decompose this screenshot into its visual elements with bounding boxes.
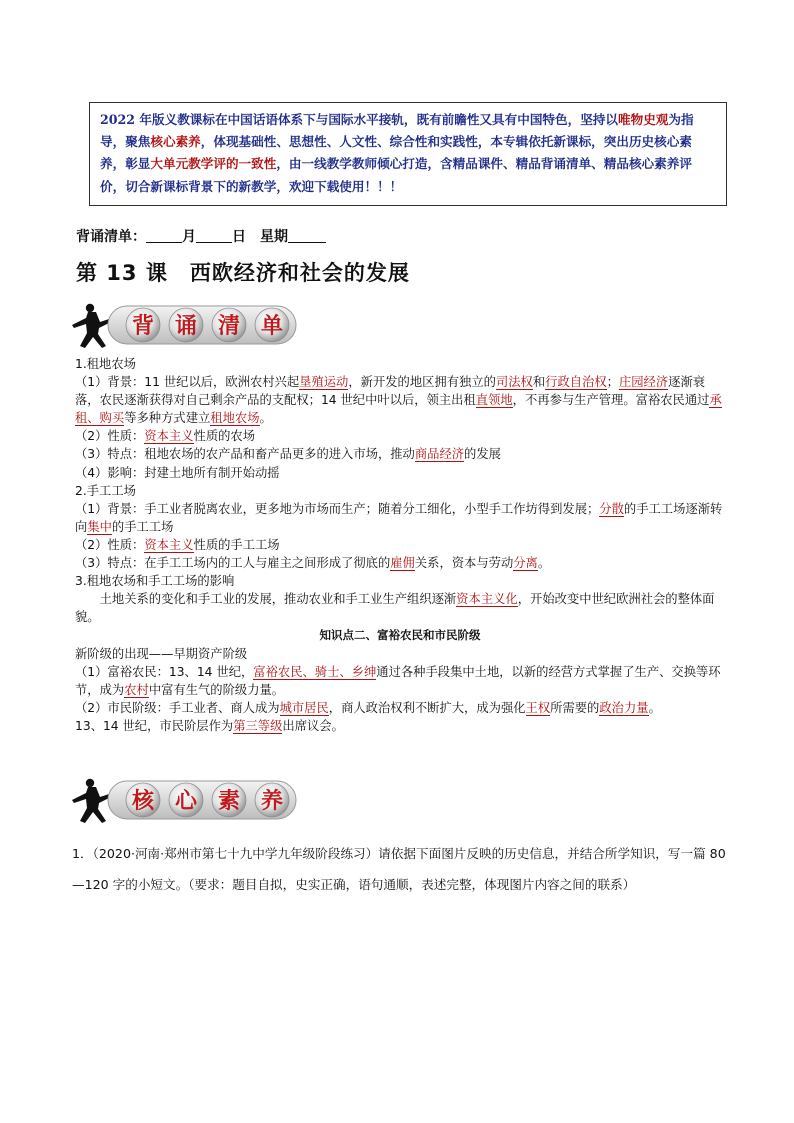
- keyword: 集中: [87, 519, 112, 534]
- banner-char: 清: [217, 314, 241, 339]
- date-line-label: 背诵清单：: [76, 229, 146, 245]
- keyword: 承租、购买: [75, 393, 722, 426]
- paragraph: （3）特点：在手工工场内的工人与雇主之间形成了彻底的雇佣关系，资本与劳动分离。: [75, 556, 551, 571]
- recitation-content: [75, 355, 725, 735]
- banner-char: 单: [260, 314, 284, 339]
- question-1: [72, 838, 726, 900]
- paragraph: 土地关系的变化和手工业的发展，推动农业和手工业生产组织逐渐资本主义化，开始改变中世纪欧洲社会的整体面貌。: [75, 592, 715, 625]
- kungfu-figure-icon: [72, 304, 113, 348]
- keyword: 雇佣: [390, 556, 415, 571]
- banner-char: 诵: [174, 314, 198, 339]
- intro-highlight: 核心素养: [150, 134, 201, 150]
- section-heading: 3.租地农场和手工工场的影响: [75, 574, 235, 589]
- keyword: 司法权: [495, 375, 533, 390]
- month-blank[interactable]: [146, 228, 182, 243]
- paragraph: （4）影响：封建土地所有制开始动摇: [75, 465, 280, 480]
- paragraph: （1）背景：11 世纪以后，欧洲农村兴起垦殖运动，新开发的地区拥有独立的司法权和行政自治权；庄园经济逐渐衰落，农民逐渐获得对自己剩余产品的支配权；14 世纪中叶以后，领主出租直领地，不再参与生产管理。富裕农民通过承租、购买等多种方式建立租地农场。: [75, 375, 722, 426]
- paragraph: 13、14 世纪，市民阶层作为第三等级出席议会。: [75, 718, 344, 733]
- day-blank[interactable]: [196, 228, 232, 243]
- weekday-label: 星期: [260, 229, 288, 245]
- keyword: 资本主义: [144, 537, 194, 552]
- banner-char: 背: [131, 314, 155, 339]
- banner-char: 养: [260, 789, 284, 814]
- keyword: 行政自治权: [545, 375, 607, 390]
- month-label: 月: [182, 229, 196, 245]
- kungfu-figure-icon: [72, 779, 113, 823]
- intro-box: [89, 102, 727, 206]
- banner-char: 素: [217, 789, 241, 814]
- keyword: 分散: [599, 501, 624, 516]
- keyword: 第三等级: [233, 718, 283, 733]
- paragraph: （2）性质：资本主义性质的手工工场: [75, 537, 280, 552]
- keyword: 分离: [513, 556, 538, 571]
- banner-char: 心: [174, 789, 198, 814]
- intro-text: 为指导，聚焦: [100, 112, 694, 150]
- intro-text: ，由一线教学教师倾心打造，含精品课件、精品背诵清单、精品核心素养评价，切合新课标背景下的新教学，欢迎下载使用！！！: [100, 156, 692, 194]
- keyword: 资本主义: [144, 429, 194, 444]
- intro-text: ，体现基础性、思想性、人文性、综合性和实践性，本专辑依托新课标，突出历史核心素养，彰显: [100, 134, 692, 172]
- keyword: 农村: [124, 682, 149, 697]
- weekday-blank[interactable]: [288, 228, 326, 243]
- paragraph: （3）特点：租地农场的农产品和畜产品更多的进入市场，推动商品经济的发展: [75, 447, 501, 462]
- paragraph: （1）背景：手工业者脱离农业，更多地为市场而生产；随着分工细化，小型手工作坊得到发展；分散的手工工场逐渐转向集中的手工工场: [75, 501, 723, 534]
- intro-text: 2022 年版义教课标在中国话语体系下与国际水平接轨，既有前瞻性又具有中国特色，坚持以: [100, 112, 618, 127]
- keyword: 商品经济: [414, 447, 465, 462]
- keyword: 城市居民: [279, 700, 329, 715]
- intro-highlight: 唯物史观: [618, 112, 669, 127]
- paragraph: （1）富裕农民：13、14 世纪，富裕农民、骑士、乡绅通过各种手段集中土地，以新的经营方式掌握了生产、交换等环节，成为农村中富有生气的阶级力量。: [75, 664, 721, 697]
- section-heading: 2.手工工场: [75, 483, 136, 498]
- intro-highlight: 大单元教学评的一致性: [150, 156, 277, 172]
- keyword: 庄园经济: [618, 375, 669, 390]
- paragraph: （2）性质：资本主义性质的农场: [75, 429, 256, 444]
- lesson-title: 第 13 课 西欧经济和社会的发展: [76, 261, 410, 285]
- core-literacy-banner: [68, 773, 298, 827]
- keyword: 资本主义化: [456, 592, 518, 607]
- day-label: 日: [232, 229, 246, 245]
- keyword: 富裕农民、骑士、乡绅: [253, 664, 377, 679]
- banner-char: 核: [131, 789, 155, 814]
- keyword: 政治力量: [599, 700, 649, 715]
- keyword: 王权: [525, 700, 551, 715]
- section-heading: 新阶级的出现——早期资产阶级: [75, 646, 248, 661]
- question-text: 1．（2020·河南·郑州市第七十九中学九年级阶段练习）请依据下面图片反映的历史信息，并结合所学知识，写一篇 80—120 字的小短文。（要求：题目自拟，史实正确，语句通顺，表述完整，体现图片内容之间的联系）: [72, 846, 726, 892]
- recitation-list-banner: [68, 298, 298, 352]
- keyword: 租地农场: [210, 411, 260, 426]
- knowledge-point-heading: 知识点二、富裕农民和市民阶级: [319, 628, 481, 643]
- keyword: 直领地: [475, 393, 513, 408]
- section-heading: 1.租地农场: [75, 357, 136, 371]
- keyword: 垦殖运动: [299, 375, 349, 390]
- paragraph: （2）市民阶级：手工业者、商人成为城市居民，商人政治权利不断扩大，成为强化王权所需要的政治力量。: [75, 700, 661, 715]
- recitation-date-line: [76, 226, 326, 246]
